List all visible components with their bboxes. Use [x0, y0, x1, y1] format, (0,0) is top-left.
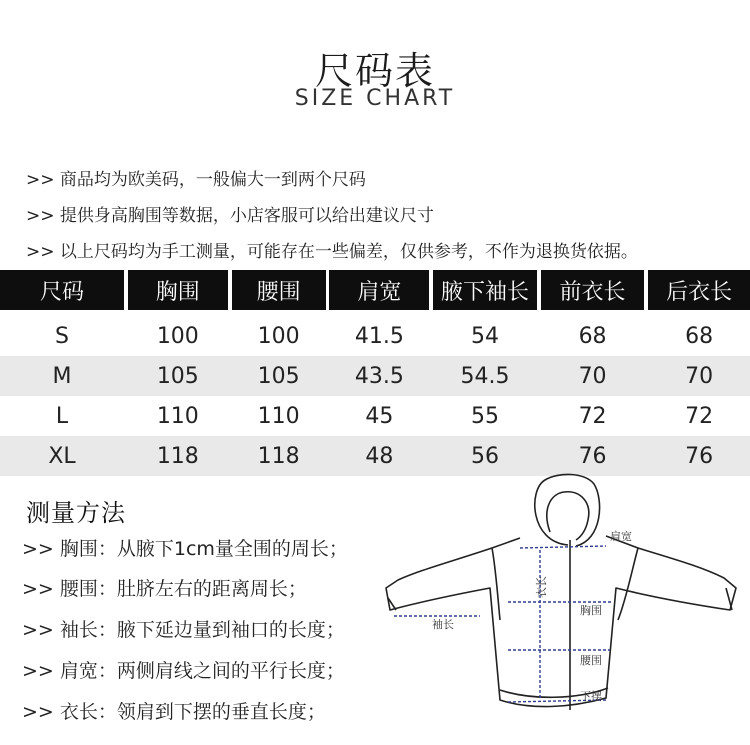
table-header-cell: 肩宽 [329, 270, 429, 310]
shoulder-line [520, 546, 606, 548]
table-cell: 105 [257, 363, 300, 389]
table-header-cell: 腋下袖长 [433, 270, 537, 310]
method-title: 测量方法 [26, 499, 126, 527]
page-title: 尺码表 [314, 49, 435, 93]
table-cell: 54.5 [460, 363, 510, 389]
label-chest: 胸围 [580, 604, 602, 617]
table-cell: 68 [578, 323, 607, 349]
table-cell: 76 [578, 443, 607, 469]
jacket-diagram [380, 470, 745, 740]
note-1: >> 商品均为欧美码，一般偏大一到两个尺码 [26, 170, 366, 190]
table-cell: L [55, 403, 69, 429]
table-header-row [0, 270, 750, 316]
table-cell: 56 [471, 443, 499, 469]
table-row [0, 396, 750, 436]
table-cell: 72 [578, 403, 607, 429]
method-item-waist: >> 腰围：肚脐左右的距离周长； [22, 578, 307, 600]
table-cell: 48 [365, 443, 394, 469]
table-header-cell: 前衣长 [541, 270, 645, 310]
table-header-cell: 腰围 [232, 270, 326, 310]
table-cell: 43.5 [354, 363, 404, 389]
table-cell: S [55, 323, 69, 349]
table-row [0, 356, 750, 396]
table-header-cell: 胸围 [128, 270, 228, 310]
label-shoulder: 肩宽 [610, 530, 632, 543]
table-cell: 76 [685, 443, 714, 469]
table-cell: 118 [257, 443, 300, 469]
table-cell: 100 [257, 323, 300, 349]
label-sleeve: 袖长 [432, 618, 454, 631]
table-cell: 68 [685, 323, 714, 349]
table-cell: 54 [471, 323, 499, 349]
table-cell: 105 [156, 363, 199, 389]
label-waist: 腰围 [580, 654, 602, 667]
table-cell: M [52, 363, 72, 389]
jacket-outline [386, 474, 736, 710]
table-header-cell: 尺码 [0, 270, 124, 310]
size-table [0, 270, 750, 476]
table-cell: 70 [578, 363, 607, 389]
table-cell: 41.5 [354, 323, 404, 349]
table-cell: 70 [685, 363, 714, 389]
table-cell: 110 [257, 403, 300, 429]
method-item-sleeve: >> 袖长：腋下延边量到袖口的长度； [22, 619, 345, 641]
method-item-chest: >> 胸围：从腋下1cm量全围的周长； [22, 538, 348, 560]
page-subtitle: SIZE CHART [294, 86, 456, 111]
table-row [0, 316, 750, 356]
label-hem: 下摆 [580, 690, 602, 703]
table-cell: 110 [156, 403, 199, 429]
table-header-cell: 后衣长 [648, 270, 750, 310]
note-2: >> 提供身高胸围等数据，小店客服可以给出建议尺寸 [26, 206, 434, 226]
method-item-shoulder: >> 肩宽：两侧肩线之间的平行长度； [22, 660, 345, 682]
note-3: >> 以上尺码均为手工测量，可能存在一些偏差，仅供参考，不作为退换货依据。 [26, 242, 638, 262]
table-cell: 55 [471, 403, 499, 429]
table-cell: 100 [156, 323, 199, 349]
method-item-length: >> 衣长：领肩到下摆的垂直长度； [22, 701, 326, 723]
table-cell: XL [48, 443, 76, 469]
table-cell: 45 [365, 403, 394, 429]
table-cell: 118 [156, 443, 199, 469]
table-cell: 72 [685, 403, 714, 429]
label-length: 衣长 [535, 576, 548, 598]
